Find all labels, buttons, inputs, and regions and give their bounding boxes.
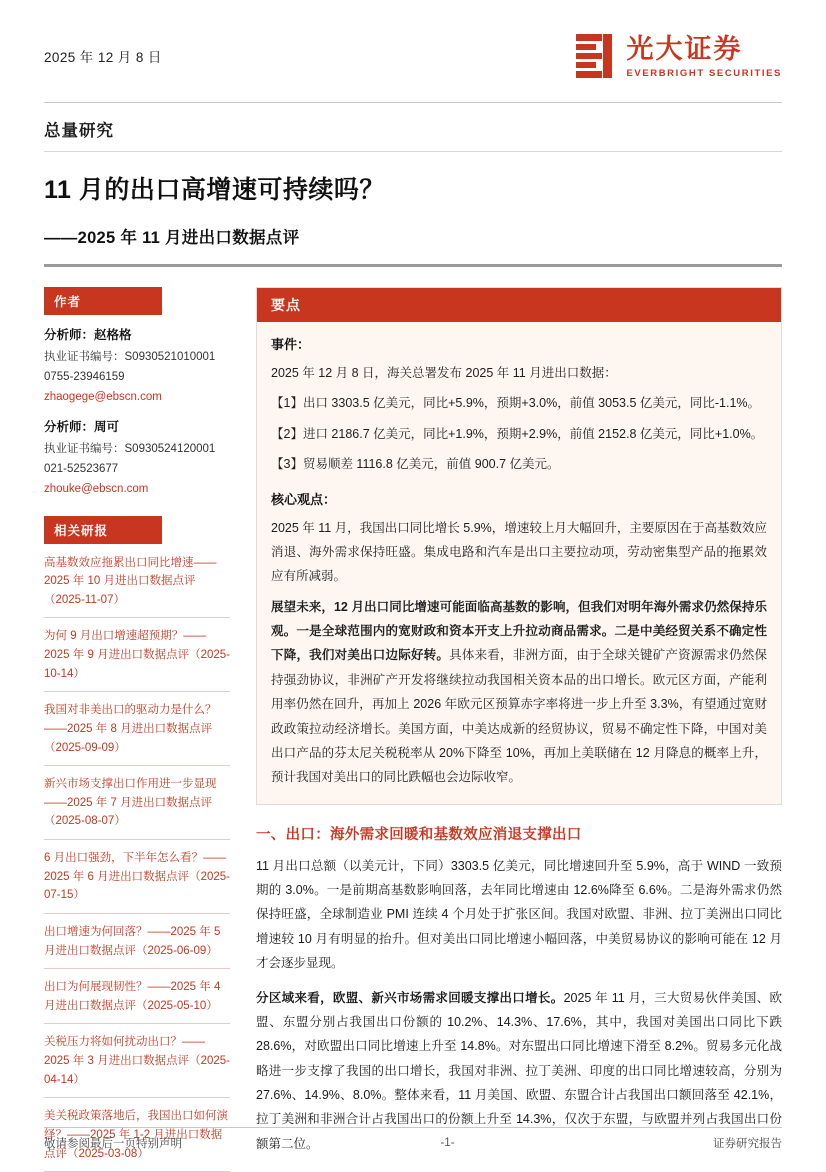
core-view-paragraph-2 <box>271 595 767 790</box>
analyst-license: 执业证书编号：S0930524120001 <box>44 439 230 459</box>
analyst-phone: 0755-23946159 <box>44 367 230 387</box>
section-heading-1: 一、出口：海外需求回暖和基数效应消退支撑出口 <box>256 823 782 844</box>
footer-divider <box>44 1127 782 1128</box>
list-item[interactable]: 6 月出口强劲，下半年怎么看？——2025 年 6 月进出口数据点评（2025-07-15） <box>44 840 230 914</box>
analyst-email[interactable]: zhaogege@ebscn.com <box>44 387 230 407</box>
document-header <box>44 34 782 96</box>
analyst-license: 执业证书编号：S0930521010001 <box>44 347 230 367</box>
list-item[interactable]: 为何 9 月出口增速超预期？——2025 年 9 月进出口数据点评（2025-10-14） <box>44 618 230 692</box>
footer-right: 证券研究报告 <box>713 1135 782 1151</box>
event-item: 【1】出口 3303.5 亿美元，同比+5.9%，预期+3.0%，前值 3053.5 亿美元，同比-1.1%。 <box>271 391 767 415</box>
title-divider <box>44 264 782 267</box>
company-logo <box>576 34 782 80</box>
page-title: 11 月的出口高增速可持续吗？ <box>44 170 782 206</box>
report-category: 总量研究 <box>44 117 782 141</box>
core-view-rest: 具体来看，非洲方面，由于全球关键矿产资源需求仍然保持强劲协议，非洲矿产开发将继续拉动我国相关资本品的出口增长。欧元区方面，产能利用率仍然在回升，再加上 2026 年欧元区预算赤字率将进一步上升至 3.3%，有望通过宽财政政策拉动经济增长。美国方面，中美达成新的经贸协议，贸易不确定性下降，中国对美出口产品的芬太尼关税税率从 20%下降至 10%，再加上美联储在 12 月降息的概率上升，预计我国对美出口的同比跌幅也会边际收窄。 <box>271 648 767 784</box>
footer-left: 敬请参阅最后一页特别声明 <box>44 1135 182 1151</box>
sidebar <box>44 287 230 1172</box>
analyst-block <box>44 325 230 407</box>
event-intro: 2025 年 12 月 8 日，海关总署发布 2025 年 11 月进出口数据： <box>271 361 767 385</box>
report-date: 2025 年 12 月 8 日 <box>44 34 162 66</box>
list-item[interactable]: 我国对非美出口的驱动力是什么？——2025 年 8 月进出口数据点评（2025-09-09） <box>44 692 230 766</box>
document-footer <box>44 1127 782 1151</box>
core-view-bold: 展望未来，12 月出口同比增速可能面临高基数的影响，但我们对明年海外需求仍然保持乐观。一是全球范围内的宽财政和资本开支上升拉动商品需求。二是中美经贸关系不确定性下降，我们对美出口边际好转。 <box>271 600 767 663</box>
event-item: 【2】进口 2186.7 亿美元，同比+1.9%，预期+2.9%，前值 2152.8 亿美元，同比+1.0%。 <box>271 422 767 446</box>
analyst-name: 分析师：赵格格 <box>44 325 230 347</box>
key-points-box <box>256 287 782 805</box>
everbright-logo-icon <box>576 34 616 80</box>
analyst-phone: 021-52523677 <box>44 459 230 479</box>
related-reports-label: 相关研报 <box>44 516 162 544</box>
section-paragraph-1: 11 月出口总额（以美元计，下同）3303.5 亿美元，同比增速回升至 5.9%，高于 WIND 一致预期的 3.0%。一是前期高基数影响回落，去年同比增速由 12.6%降至 6.6%。二是海外需求仍然保持旺盛，全球制造业 PMI 连续 4 个月处于扩张区间。我国对欧盟、非洲、拉丁美洲出口同比增速较 10 月有明显的抬升。但对美出口同比增速小幅回落，中美贸易协议的影响可能在 12 月才会逐步显现。 <box>256 854 782 976</box>
content-columns <box>44 287 782 1172</box>
list-item[interactable]: 关税压力将如何扰动出口？——2025 年 3 月进出口数据点评（2025-04-14） <box>44 1024 230 1098</box>
section-paragraph-2-bold: 分区域来看，欧盟、新兴市场需求回暖支撑出口增长。 <box>256 991 564 1005</box>
logo-text-cn: 光大证券 <box>626 36 782 63</box>
list-item[interactable]: 出口增速为何回落？——2025 年 5 月进出口数据点评（2025-06-09） <box>44 914 230 969</box>
key-points-body <box>257 322 781 804</box>
event-item: 【3】贸易顺差 1116.8 亿美元，前值 900.7 亿美元。 <box>271 452 767 476</box>
logo-text-en: EVERBRIGHT SECURITIES <box>626 68 782 79</box>
main-content <box>230 287 782 1172</box>
section-paragraph-2-rest: 2025 年 11 月，三大贸易伙伴美国、欧盟、东盟分别占我国出口份额的 10.2%、14.3%、17.6%，其中，我国对美国出口同比下跌 28.6%，对欧盟出口同比增速上升至 14.8%。对东盟出口同比增速下滑至 8.2%。贸易多元化战略进一步支撑了我国的出口增长，我国对非洲、拉丁美洲、印度的出口同比增速较高，分别为 27.6%、14.9%、8.0%。整体来看，11 月美国、欧盟、东盟合计占我国出口额回落至 42.1%，拉丁美洲和非洲合计占我国出口的份额上升至 14.3%，仅次于东盟，与欧盟并列占我国出口份额第二位。 <box>256 991 782 1151</box>
core-view-paragraph-1: 2025 年 11 月，我国出口同比增长 5.9%，增速较上月大幅回升，主要原因在于高基数效应消退、海外需求保持旺盛。集成电路和汽车是出口主要拉动项，劳动密集型产品的拖累效应有所减弱。 <box>271 516 767 589</box>
list-item[interactable]: 出口为何展现韧性？——2025 年 4 月进出口数据点评（2025-05-10） <box>44 969 230 1024</box>
list-item[interactable]: 高基数效应拖累出口同比增速——2025 年 10 月进出口数据点评（2025-11-07） <box>44 544 230 619</box>
page-subtitle: ——2025 年 11 月进出口数据点评 <box>44 224 782 248</box>
analyst-block <box>44 417 230 499</box>
page-number: -1- <box>440 1137 454 1149</box>
category-divider <box>44 151 782 152</box>
analyst-name: 分析师：周可 <box>44 417 230 439</box>
analyst-email[interactable]: zhouke@ebscn.com <box>44 479 230 499</box>
related-reports-list <box>44 544 230 1172</box>
event-label: 事件： <box>271 334 767 353</box>
key-points-header: 要点 <box>257 288 781 322</box>
header-divider <box>44 102 782 103</box>
list-item[interactable]: 美关税政策落地后，我国出口如何演绎？——2025 年 1-2 月进出口数据点评（2025-03-08） <box>44 1098 230 1172</box>
author-label: 作者 <box>44 287 162 315</box>
core-view-label: 核心观点： <box>271 489 767 508</box>
list-item[interactable]: 新兴市场支撑出口作用进一步显现——2025 年 7 月进出口数据点评（2025-08-07） <box>44 766 230 840</box>
